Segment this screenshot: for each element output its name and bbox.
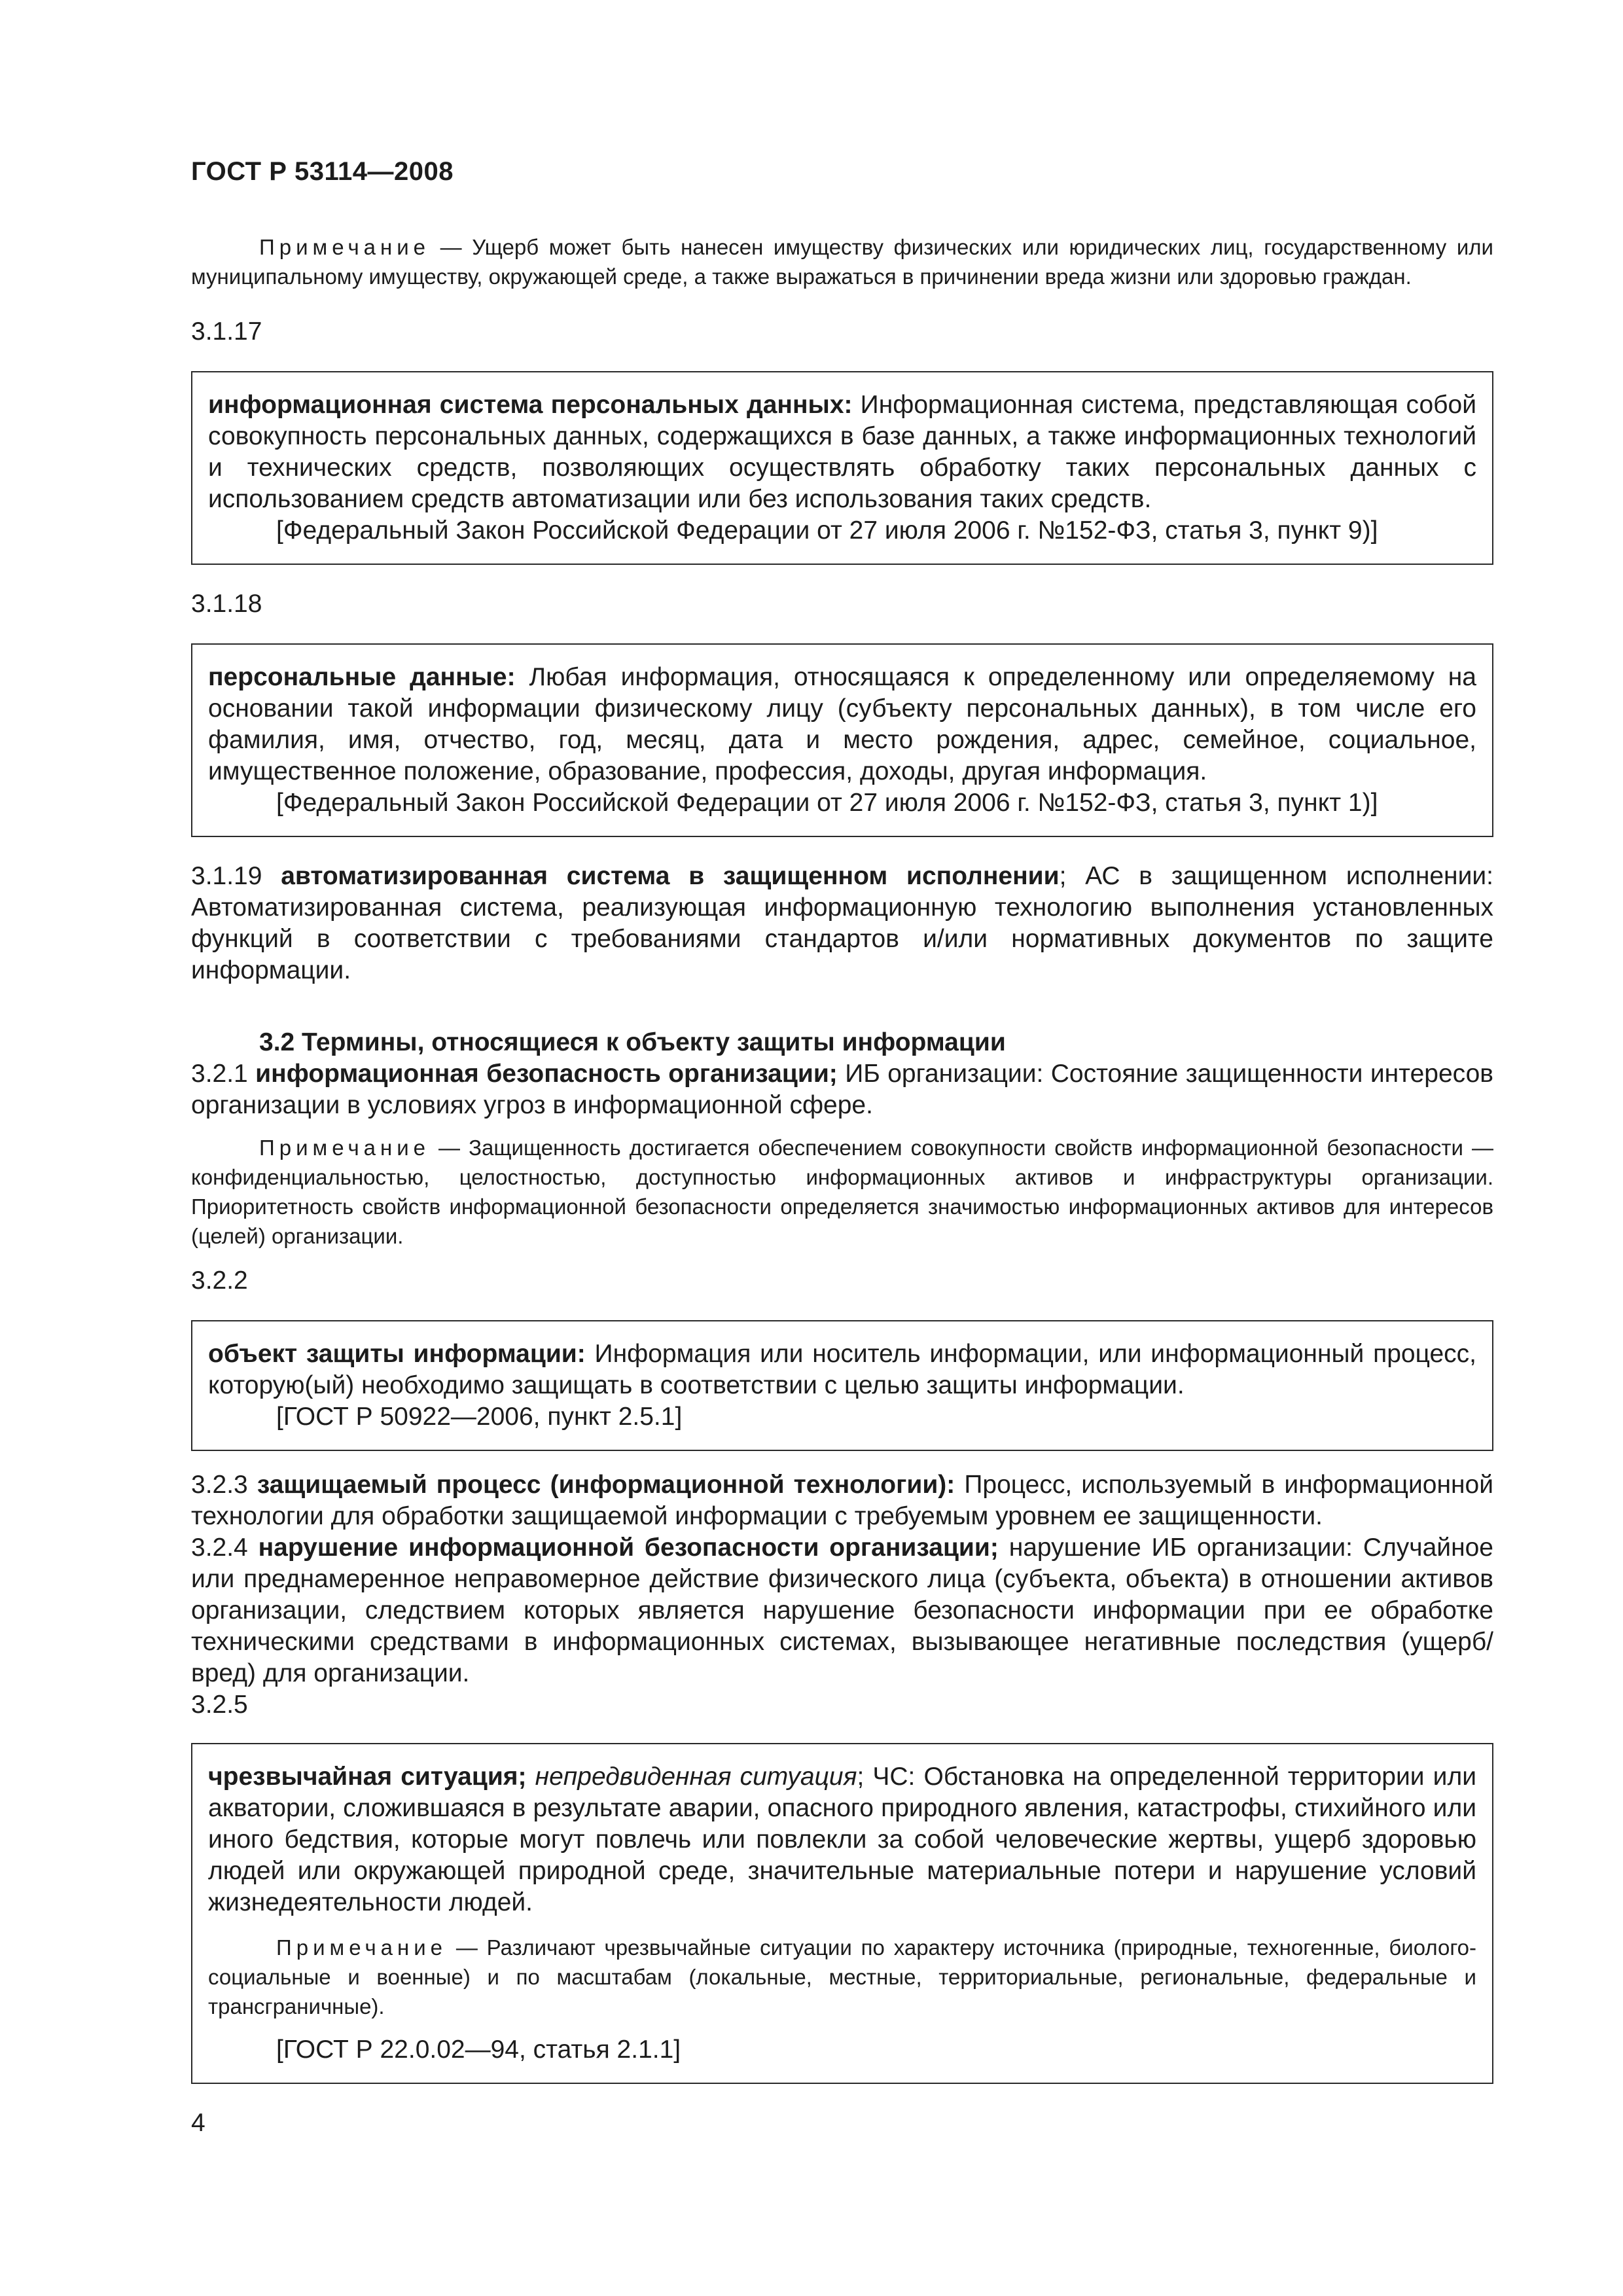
term-paragraph — [191, 861, 1493, 986]
term-paragraph — [191, 1532, 1493, 1689]
term-number: 3.1.17 — [191, 317, 262, 346]
document-page — [191, 157, 1493, 2084]
term-title: объект защиты информации: — [208, 1340, 586, 1368]
source-reference: [Федеральный Закон Российской Федерации от 27 июля 2006 г. №152-ФЗ, статья 3, пункт 9)] — [276, 516, 1378, 545]
definition-box — [191, 371, 1493, 565]
note-text: — Различают чрезвычайные ситуации по характеру источника (природные, техногенные, биолого-социальные и военные) и по масштабам (локальные, местные, территориальные, региональные, федеральные и трансграничные). — [208, 1935, 1476, 2018]
term-definition: Процесс, используемый в информационной технологии для обработки защищаемой информации с требуемым уровнем ее защищенности. — [191, 1471, 1493, 1530]
term-title: персональные данные: — [208, 663, 516, 691]
term-paragraph — [191, 1469, 1493, 1532]
term-title: информационная система персональных данных: — [208, 391, 853, 419]
term-definition: Любая информация, относящаяся к определенному или определяемому на основании такой информации физическому лицу (субъекту персональных данных), в том числе его фамилия, имя, отчество, год, месяц, дата и место рождения, адрес, семейное, социальное, имущественное положение, образование, профессия, доходы, другая информация. — [208, 663, 1476, 785]
term-number: 3.2.3 — [191, 1471, 248, 1499]
term-definition: Информация или носитель информации, или информационный процесс, которую(ый) необходимо защищать в соответствии с целью защиты информации. — [208, 1340, 1476, 1399]
definition-box — [191, 1743, 1493, 2084]
term-title: нарушение информационной безопасности организации; — [258, 1534, 999, 1562]
page-number: 4 — [191, 2109, 205, 2137]
section-heading: 3.2 Термины, относящиеся к объекту защиты информации — [259, 1028, 1006, 1056]
term-number: 3.2.4 — [191, 1534, 248, 1562]
definition-text — [208, 662, 1476, 787]
term-title: чрезвычайная ситуация; — [208, 1763, 527, 1791]
term-number: 3.1.19 — [191, 862, 262, 890]
note-label: Примечание — [259, 1136, 431, 1160]
definition-text — [208, 389, 1476, 515]
definition-box — [191, 643, 1493, 837]
term-definition: ; ЧС: Обстановка на определенной территории или акватории, сложившаяся в результате аварии, опасного природного явления, катастрофы, стихийного или иного бедствия, которые могут повлечь или повлекли за собой человеческие жертвы, ущерб здоровью людей или окружающей природной среде, значительные материальные потери и нарушение условий жизнедеятельности людей. — [208, 1763, 1477, 1916]
note-text: — Ущерб может быть нанесен имуществу физических или юридических лиц, государственному или муниципальному имуществу, окружающей среде, а также выражаться в причинении вреда жизни или здоровью граждан. — [191, 235, 1493, 289]
definition-text — [208, 1761, 1476, 1918]
term-number: 3.2.2 — [191, 1266, 248, 1295]
term-number: 3.2.1 — [191, 1060, 248, 1088]
source-reference: [ГОСТ Р 22.0.02—94, статья 2.1.1] — [276, 2036, 681, 2064]
term-paragraph — [191, 1058, 1493, 1121]
term-definition: ; АС в защищенном исполнении: Автоматизированная система, реализующая информационную технологию выполнения установленных функций в соответствии с требованиями стандартов и/или нормативных документов по защите информации. — [191, 862, 1493, 984]
document-header: ГОСТ Р 53114—2008 — [191, 157, 454, 186]
term-definition: ИБ организации: Состояние защищенности интересов организации в условиях угроз в информационной сфере. — [191, 1060, 1494, 1119]
term-definition: Информационная система, представляющая собой совокупность персональных данных, содержащихся в базе данных, а также информационных технологий и технических средств, позволяющих осуществлять обработку таких персональных данных с использованием средств автоматизации или без использования таких средств. — [208, 391, 1476, 513]
term-title: информационная безопасность организации; — [255, 1060, 838, 1088]
note-label: Примечание — [259, 235, 431, 259]
term-title: автоматизированная система в защищенном исполнении — [281, 862, 1060, 890]
note-paragraph — [208, 1933, 1476, 2021]
term-synonym: непредвиденная ситуация — [535, 1763, 857, 1791]
source-reference: [Федеральный Закон Российской Федерации от 27 июля 2006 г. №152-ФЗ, статья 3, пункт 1)] — [276, 789, 1378, 817]
term-title: защищаемый процесс (информационной технологии): — [257, 1471, 955, 1499]
term-definition: нарушение ИБ организации: Случайное или преднамеренное неправомерное действие физического лица (субъекта, объекта) в отношении активов организации, следствием которых является нарушение безопасности информации при ее обработке техническими средствами в информационных системах, вызывающее негативные последствия (ущерб/вред) для организации. — [191, 1534, 1493, 1687]
term-number: 3.2.5 — [191, 1691, 248, 1719]
definition-box — [191, 1320, 1493, 1451]
note-label: Примечание — [276, 1935, 448, 1960]
note-paragraph — [191, 1133, 1493, 1251]
note-paragraph — [191, 232, 1493, 291]
term-number: 3.1.18 — [191, 590, 262, 618]
definition-text — [208, 1338, 1476, 1401]
note-text: — Защищенность достигается обеспечением совокупности свойств информационной безопасности — конфиденциальностью, целостностью, доступностью информационных активов и инфраструктуры организации. Приоритетность свойств информационной безопасности определяется значимостью информационных активов для интересов (целей) организации. — [191, 1136, 1493, 1248]
source-reference: [ГОСТ Р 50922—2006, пункт 2.5.1] — [276, 1403, 683, 1431]
